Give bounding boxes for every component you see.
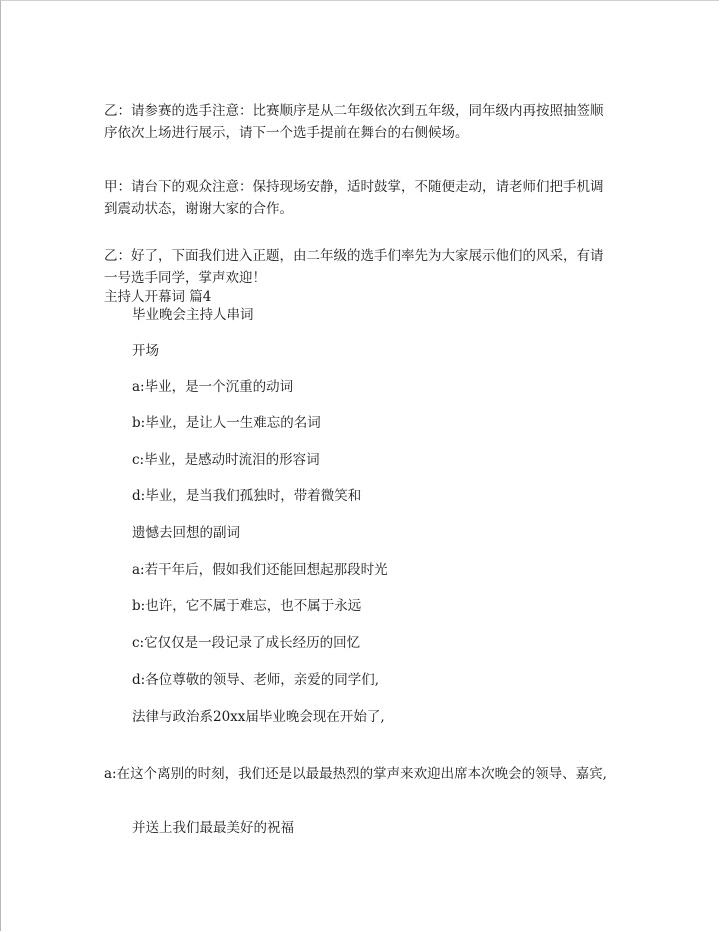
script-line: b:也许，它不属于难忘，也不属于永远 [132, 598, 362, 614]
paragraph-welcome: a:在这个离别的时刻，我们还是以最最热烈的掌声来欢迎出席本次晚会的领导、嘉宾, [104, 766, 607, 782]
subtitle: 毕业晚会主持人串词 [132, 307, 254, 323]
script-line: b:毕业，是让人一生难忘的名词 [132, 415, 321, 431]
script-line: a:若干年后，假如我们还能回想起那段时光 [132, 562, 388, 578]
opening-label: 开场 [132, 343, 159, 359]
paragraph-contestant-notice: 乙：请参赛的选手注意：比赛顺序是从二年级依次到五年级，同年级内再按照抽签顺序依次上场进行展示，请下一个选手提前在舞台的右侧候场。 [104, 103, 604, 141]
closing-line: 并送上我们最最美好的祝福 [132, 820, 294, 836]
script-line: d:各位尊敬的领导、老师，亲爱的同学们, [132, 672, 379, 688]
script-line: d:毕业，是当我们孤独时，带着微笑和 [132, 488, 362, 504]
paragraph-audience-notice: 甲：请台下的观众注意：保持现场安静，适时鼓掌，不随便走动，请老师们把手机调到震动状态，谢谢大家的合作。 [104, 179, 604, 217]
script-line: c:它仅仅是一段记录了成长经历的回忆 [132, 635, 361, 651]
paragraph-start-contest: 乙：好了，下面我们进入正题，由二年级的选手们率先为大家展示他们的风采，有请一号选手同学，掌声欢迎！ [104, 248, 604, 286]
script-line: 遗憾去回想的副词 [132, 525, 240, 541]
script-line: c:毕业，是感动时流泪的形容词 [132, 452, 320, 468]
section-heading: 主持人开幕词 篇4 [104, 289, 212, 305]
script-line: a:毕业，是一个沉重的动词 [132, 379, 294, 395]
script-line: 法律与政治系20xx届毕业晚会现在开始了, [132, 709, 385, 725]
